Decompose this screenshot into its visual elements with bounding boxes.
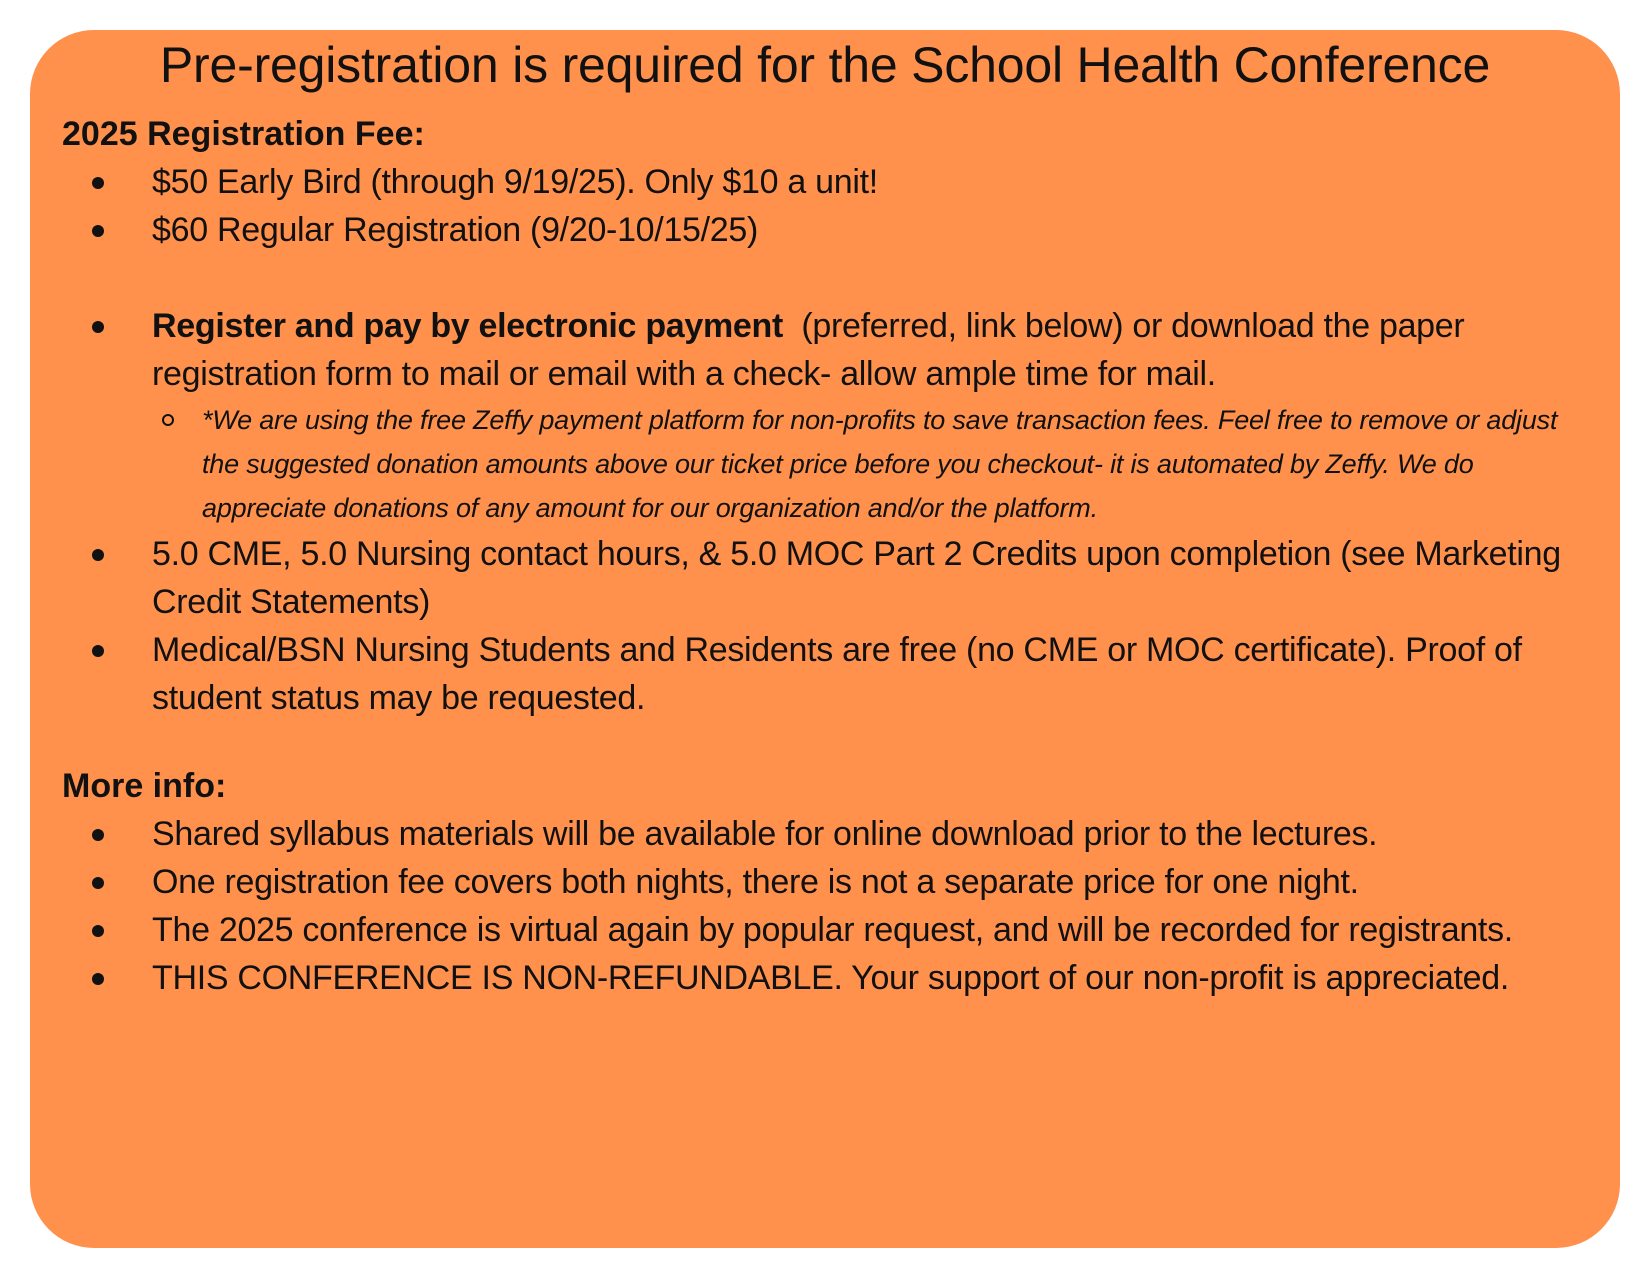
more-info-item-virtual: The 2025 conference is virtual again by popular request, and will be recorded for registrants.	[62, 906, 1588, 954]
section-spacer	[62, 722, 1588, 762]
register-sublist	[152, 398, 1568, 530]
page-title: Pre-registration is required for the School Health Conference	[159, 37, 1491, 93]
more-info-item-syllabus: Shared syllabus materials will be available for online download prior to the lectures.	[62, 810, 1588, 858]
register-rest-text: (preferred, link below) or download the paper registration form to mail or email with a check- allow ample time for mail.	[152, 307, 1474, 393]
early-bird-fee-item: $50 Early Bird (through 9/19/25). Only $10 a unit!	[62, 158, 1588, 206]
more-info-list	[62, 810, 1588, 1002]
students-item: Medical/BSN Nursing Students and Residents are free (no CME or MOC certificate). Proof of student status may be requested.	[62, 626, 1588, 722]
more-info-heading: More info:	[62, 767, 227, 805]
regular-fee-item: $60 Regular Registration (9/20-10/15/25)	[62, 206, 1588, 254]
register-item	[62, 302, 1588, 530]
more-info-item-fee: One registration fee covers both nights, there is not a separate price for one night.	[62, 858, 1588, 906]
more-info-item-refund: THIS CONFERENCE IS NON-REFUNDABLE. Your support of our non-profit is appreciated.	[62, 954, 1588, 1002]
zeffy-note-item: *We are using the free Zeffy payment platform for non-profits to save transaction fees. Feel free to remove or adjust the suggested donation amounts above our ticket price before you checkout- it is automated by Zeffy. We do appreciate donations of any amount for our organization and/or the platform.	[152, 398, 1568, 530]
info-card	[30, 30, 1620, 1248]
credits-item: 5.0 CME, 5.0 Nursing contact hours, & 5.0 MOC Part 2 Credits upon completion (see Marketing Credit Statements)	[62, 530, 1588, 626]
register-bold-text: Register and pay by electronic payment	[152, 307, 784, 345]
fee-list	[62, 158, 1588, 722]
registration-fee-heading: 2025 Registration Fee:	[62, 115, 425, 153]
